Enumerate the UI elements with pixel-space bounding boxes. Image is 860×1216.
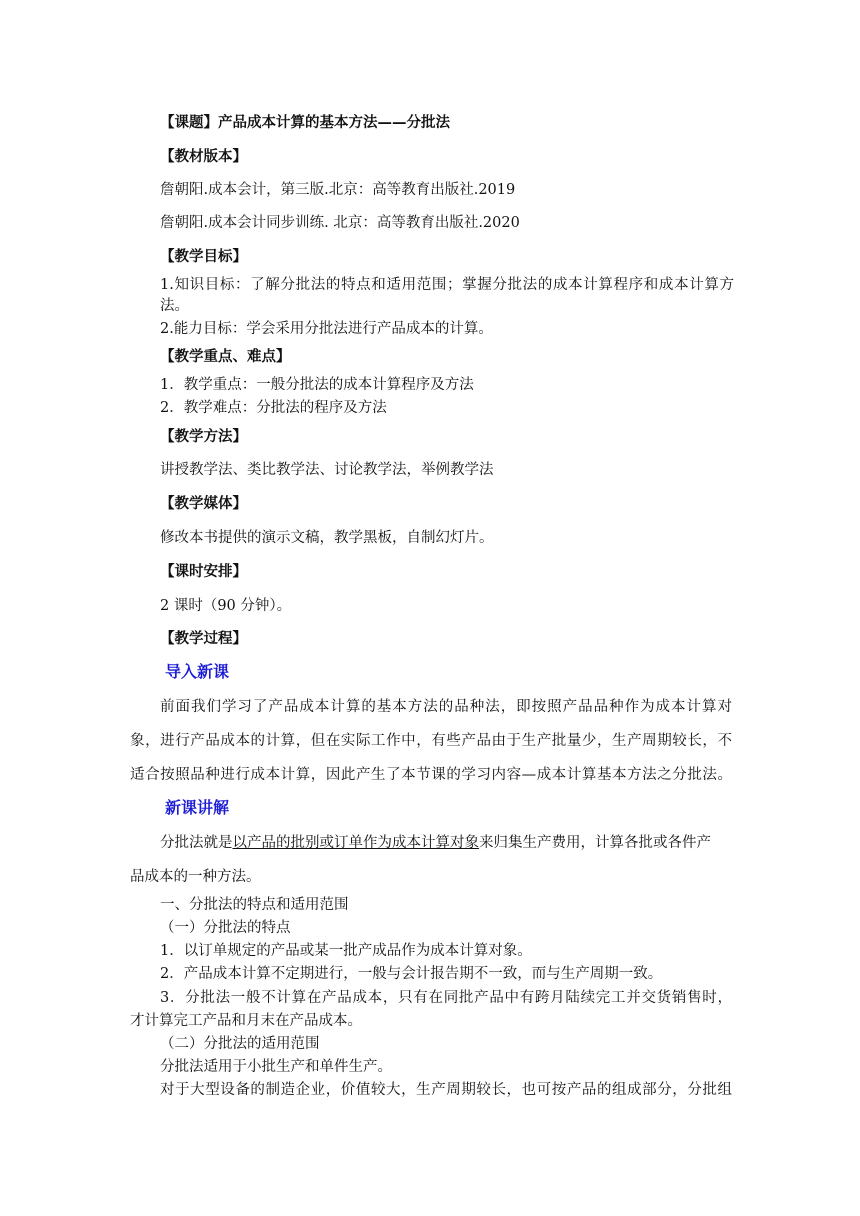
section-heading-keypoints: 【教学重点、难点】 bbox=[160, 349, 291, 365]
section-heading-media: 【教学媒体】 bbox=[160, 496, 247, 512]
definition-prefix: 分批法就是 bbox=[160, 835, 233, 851]
scope-line-2: 对于大型设备的制造企业，价值较大，生产周期较长，也可按产品的组成部分，分批组 bbox=[160, 1082, 732, 1098]
new-lesson-heading: 新课讲解 bbox=[165, 798, 230, 817]
feature-1: 1．以订单规定的产品或某一批产成品作为成本计算对象。 bbox=[160, 943, 532, 959]
methods-text: 讲授教学法、类比教学法、讨论教学法，举例教学法 bbox=[160, 462, 494, 478]
feature-3-line-2: 才计算完工产品和月末在产品成本。 bbox=[130, 1013, 362, 1029]
keypoint-line-2: 2．教学难点：分批法的程序及方法 bbox=[160, 400, 387, 416]
section-1a-heading: （一）分批法的特点 bbox=[160, 920, 291, 936]
intro-paragraph-line-1: 前面我们学习了产品成本计算的基本方法的品种法，即按照产品品种作为成本计算对 bbox=[160, 699, 732, 715]
textbook-line-1: 詹朝阳.成本会计，第三版.北京：高等教育出版社.2019 bbox=[160, 182, 516, 198]
lesson-title: 【课题】产品成本计算的基本方法——分批法 bbox=[160, 115, 450, 131]
definition-underlined: 以产品的批别或订单作为成本计算对象 bbox=[232, 835, 479, 851]
section-heading-goals: 【教学目标】 bbox=[160, 249, 247, 265]
keypoint-line-1: 1．教学重点：一般分批法的成本计算程序及方法 bbox=[160, 377, 474, 393]
textbook-line-2: 詹朝阳.成本会计同步训练. 北京：高等教育出版社.2020 bbox=[160, 215, 520, 231]
intro-heading: 导入新课 bbox=[165, 662, 230, 681]
definition-suffix: 来归集生产费用，计算各批或各件产 bbox=[479, 835, 711, 851]
section-heading-methods: 【教学方法】 bbox=[160, 429, 247, 445]
media-text: 修改本书提供的演示文稿，教学黑板，自制幻灯片。 bbox=[160, 530, 494, 546]
goal-line-2: 2.能力目标：学会采用分批法进行产品成本的计算。 bbox=[160, 321, 493, 337]
goal-line-1-cont: 法。 bbox=[160, 298, 189, 314]
section-1-heading: 一、分批法的特点和适用范围 bbox=[160, 897, 349, 913]
feature-3-line-1: 3．分批法一般不计算在产品成本，只有在同批产品中有跨月陆续完工并交货销售时， bbox=[160, 990, 732, 1006]
hours-text: 2 课时（90 分钟）。 bbox=[160, 598, 292, 614]
scope-line-1: 分批法适用于小批生产和单件生产。 bbox=[160, 1059, 392, 1075]
goal-line-1: 1.知识目标：了解分批法的特点和适用范围；掌握分批法的成本计算程序和成本计算方 bbox=[160, 277, 734, 293]
definition-line-2: 品成本的一种方法。 bbox=[130, 869, 261, 885]
intro-paragraph-line-2: 象，进行产品成本的计算，但在实际工作中，有些产品由于生产批量少，生产周期较长，不 bbox=[130, 733, 732, 749]
section-heading-textbook: 【教材版本】 bbox=[160, 149, 247, 165]
section-1b-heading: （二）分批法的适用范围 bbox=[160, 1036, 320, 1052]
section-heading-hours: 【课时安排】 bbox=[160, 564, 247, 580]
intro-paragraph-line-3: 适合按照品种进行成本计算，因此产生了本节课的学习内容—成本计算基本方法之分批法。 bbox=[130, 767, 732, 783]
section-heading-process: 【教学过程】 bbox=[160, 631, 247, 647]
definition-line-1 bbox=[160, 833, 732, 853]
feature-2: 2．产品成本计算不定期进行，一般与会计报告期不一致，而与生产周期一致。 bbox=[160, 966, 663, 982]
